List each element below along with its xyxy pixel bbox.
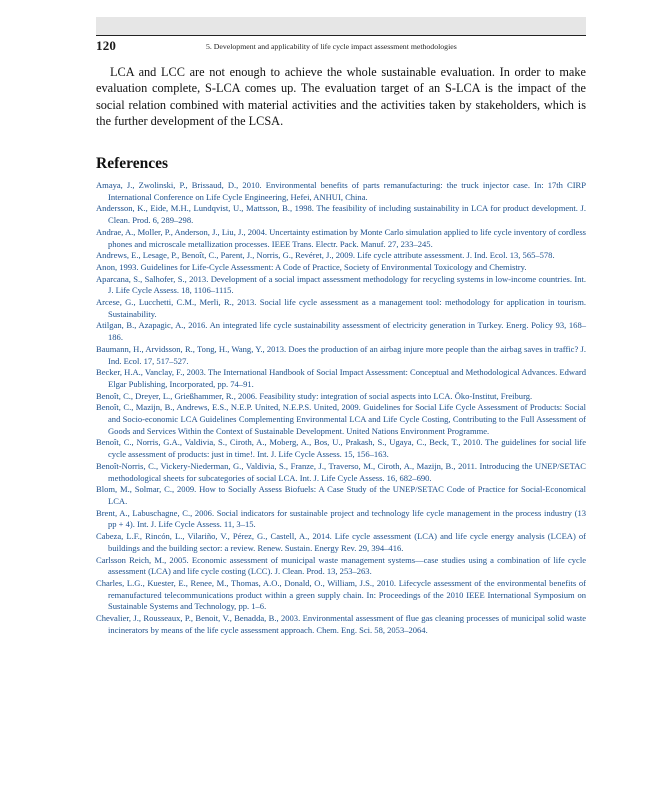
references-heading: References bbox=[96, 155, 169, 172]
reference-item: Andersson, K., Eide, M.H., Lundqvist, U., Mattsson, B., 1998. The feasibility of including sustainability in LCA for product development. J. Clean. Prod. 6, 289–298. bbox=[96, 203, 586, 226]
reference-item: Aparcana, S., Salhofer, S., 2013. Development of a social impact assessment methodology for recycling systems in low-income countries. Int. J. Life Cycle Assess. 18, 1106–1115. bbox=[96, 273, 586, 296]
reference-item: Anon, 1993. Guidelines for Life-Cycle Assessment: A Code of Practice, Society of Environmental Toxicology and Chemistry. bbox=[96, 261, 527, 272]
reference-item: Andrae, A., Moller, P., Anderson, J., Liu, J., 2004. Uncertainty estimation by Monte Carlo simulation applied to life cycle inventory of cordless phones and microscale metallization processes. IEEE Trans. Electr. Pack. Manuf. 27, 233–245. bbox=[96, 226, 586, 249]
reference-item: Carlsson Reich, M., 2005. Economic assessment of municipal waste management systems—case studies using a combination of life cycle assessment (LCA) and life cycle costing (LCC). J. Clean. Prod. 13, 253–263. bbox=[96, 554, 586, 577]
reference-item: Brent, A., Labuschagne, C., 2006. Social indicators for sustainable project and technology life cycle management in the process industry (13 pp + 4). Int. J. Life Cycle Assess. 11, 3–15. bbox=[96, 507, 586, 530]
reference-item: Baumann, H., Arvidsson, R., Tong, H., Wang, Y., 2013. Does the production of an airbag injure more people than the airbag saves in traffic? J. Ind. Ecol. 17, 517–527. bbox=[96, 343, 586, 366]
reference-item: Benoît, C., Dreyer, L., Grießhammer, R., 2006. Feasibility study: integration of social aspects into LCA. Öko-Institut, Freiburg. bbox=[96, 390, 533, 401]
reference-item: Arcese, G., Lucchetti, C.M., Merli, R., 2013. Social life cycle assessment as a management tool: methodology for application in tourism. Sustainability. bbox=[96, 297, 586, 319]
body-paragraph: LCA and LCC are not enough to achieve the whole sustainable evaluation. In order to make evaluation complete, S-LCA comes up. The evaluation target of an S-LCA is the impact of the social relation combined with material activities and the activities taken by stakeholders, which is the further development of the LCSA. bbox=[96, 65, 586, 128]
reference-item: Atilgan, B., Azapagic, A., 2016. An integrated life cycle sustainability assessment of electricity generation in Turkey. Energ. Policy 93, 168–186. bbox=[96, 320, 586, 343]
page-number: 120 bbox=[96, 38, 117, 53]
header-rule bbox=[96, 35, 586, 36]
reference-item: Chevalier, J., Rousseaux, P., Benoit, V., Benadda, B., 2003. Environmental assessment of flue gas cleaning processes of municipal solid waste incinerators by means of the life cycle assessment approach. Chem. Eng. Sci. 58, 2053–2064. bbox=[96, 613, 586, 635]
reference-item: Amaya, J., Zwolinski, P., Brissaud, D., 2010. Environmental benefits of parts remanufacturing: the truck injector case. In: 17th CIRP International Conference on Life Cycle Engineering, Hefei, ANHUI, China. bbox=[96, 180, 586, 202]
reference-item: Andrews, E., Lesage, P., Benoît, C., Parent, J., Norris, G., Revéret, J., 2009. Life cycle attribute assessment. J. Ind. Ecol. 13, 565–578. bbox=[96, 250, 555, 261]
reference-item: Blom, M., Solmar, C., 2009. How to Socially Assess Biofuels: A Case Study of the UNEP/SETAC Code of Practice for Social-Economical LCA. bbox=[96, 484, 586, 506]
reference-item: Benoît-Norris, C., Vickery-Niederman, G., Valdivia, S., Franze, J., Traverso, M., Ciroth, A., Mazijn, B., 2011. Introducing the UNEP/SETAC methodological sheets for subcategories of social LCA. Int. J. Life Cycle Assess. 16, 682–690. bbox=[96, 460, 586, 483]
reference-item: Charles, L.G., Kuester, E., Renee, M., Thomas, A.O., Donald, O., William, J.S., 2010. Lifecycle assessment of the environmental benefits of remanufactured telecommunications product within a green supply chain. In: Proceedings of the 2010 IEEE International Symposium on Sustainable Systems and Technology, pp. 1–6. bbox=[96, 577, 586, 612]
header-band bbox=[96, 17, 586, 35]
reference-item: Benoît, C., Mazijn, B., Andrews, E.S., N.E.P. United, N.E.P.S. United, 2009. Guidelines for Social Life Cycle Assessment of Products: Social and Socio-economic LCA Guidelines Complementing Environmental LCA and Life Cycle Costing, Contributing to the Full Assessment of Goods and Services Within the Context of Sustainable Development. United Nations Environment Programme. bbox=[96, 402, 586, 436]
reference-item: Becker, H.A., Vanclay, F., 2003. The International Handbook of Social Impact Assessment: Conceptual and Methodological Advances. Edward Elgar Publishing, Incorporated, pp. 74–91. bbox=[96, 367, 586, 389]
reference-item: Cabeza, L.F., Rincón, L., Vilariño, V., Pérez, G., Castell, A., 2014. Life cycle assessment (LCA) and life cycle energy analysis (LCEA) of buildings and the building sector: a review. Renew. Sustain. Energy Rev. 29, 394–416. bbox=[96, 531, 586, 553]
reference-item: Benoît, C., Norris, G.A., Valdivia, S., Ciroth, A., Moberg, A., Bos, U., Prakash, S., Ugaya, C., Beck, T., 2010. The guidelines for social life cycle assessment of products: just in time!. Int. J. Life Cycle Assess. 15, 156–163. bbox=[96, 437, 586, 460]
reference-list bbox=[96, 180, 586, 636]
running-head: 5. Development and applicability of life cycle impact assessment methodologies bbox=[206, 42, 457, 51]
